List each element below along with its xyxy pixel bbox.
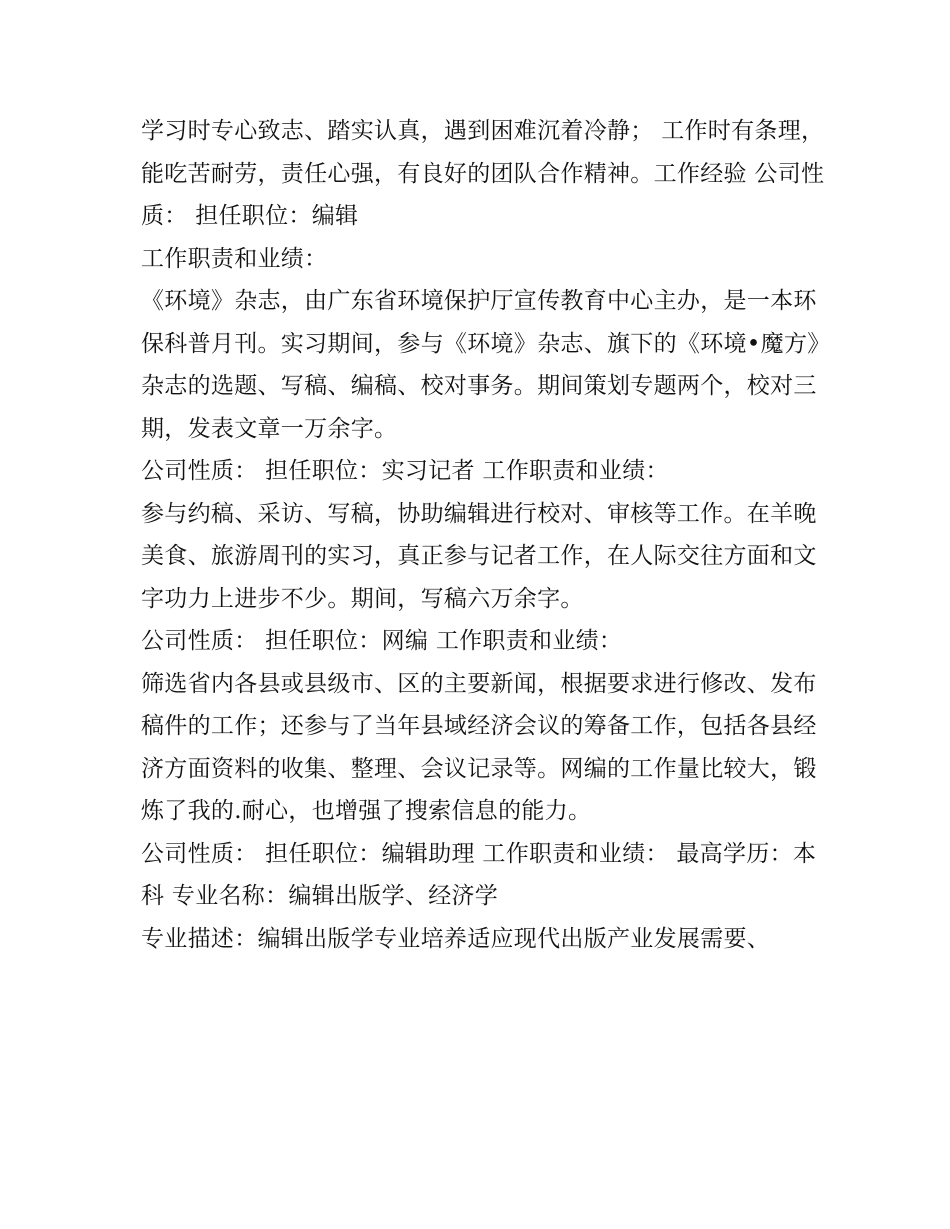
paragraph-reporter-duties: 参与约稿、采访、写稿，协助编辑进行校对、审核等工作。在羊晚美食、旅游周刊的实习，真正参与记者工作，在人际交往方面和文字功力上进步不少。期间，写稿六万余字。 [141, 500, 817, 612]
document-body [141, 110, 831, 960]
paragraph-duties-heading-1: 工作职责和业绩： [141, 245, 328, 272]
paragraph-job-editor-assistant: 公司性质： 担任职位：编辑助理 工作职责和业绩： 最高学历：本科 专业名称：编辑出版学、经济学 [141, 840, 817, 909]
paragraph-major-description: 专业描述：编辑出版学专业培养适应现代出版产业发展需要、 [141, 925, 771, 952]
paragraph-job-reporter: 公司性质： 担任职位：实习记者 工作职责和业绩： [141, 458, 669, 484]
paragraph-web-editor-duties: 筛选省内各县或县级市、区的主要新闻，根据要求进行修改、发布稿件的工作；还参与了当年县域经济会议的筹备工作，包括各县经济方面资料的收集、整理、会议记录等。网编的工作量比较大，锻炼了我的.耐心，也增强了搜索信息的能力。 [141, 670, 817, 824]
paragraph-environment-magazine: 《环境》杂志，由广东省环境保护厅宣传教育中心主办，是一本环保科普月刊。实习期间，参与《环境》杂志、旗下的《环境•魔方》杂志的选题、写稿、编稿、校对事务。期间策划专题两个，校对三期，发表文章一万余字。 [141, 288, 831, 442]
paragraph-self-evaluation: 学习时专心致志、踏实认真，遇到困难沉着冷静； 工作时有条理，能吃苦耐劳，责任心强，有良好的团队合作精神。工作经验 公司性质： 担任职位：编辑 [141, 118, 825, 229]
paragraph-job-web-editor: 公司性质： 担任职位：网编 工作职责和业绩： [141, 628, 623, 654]
